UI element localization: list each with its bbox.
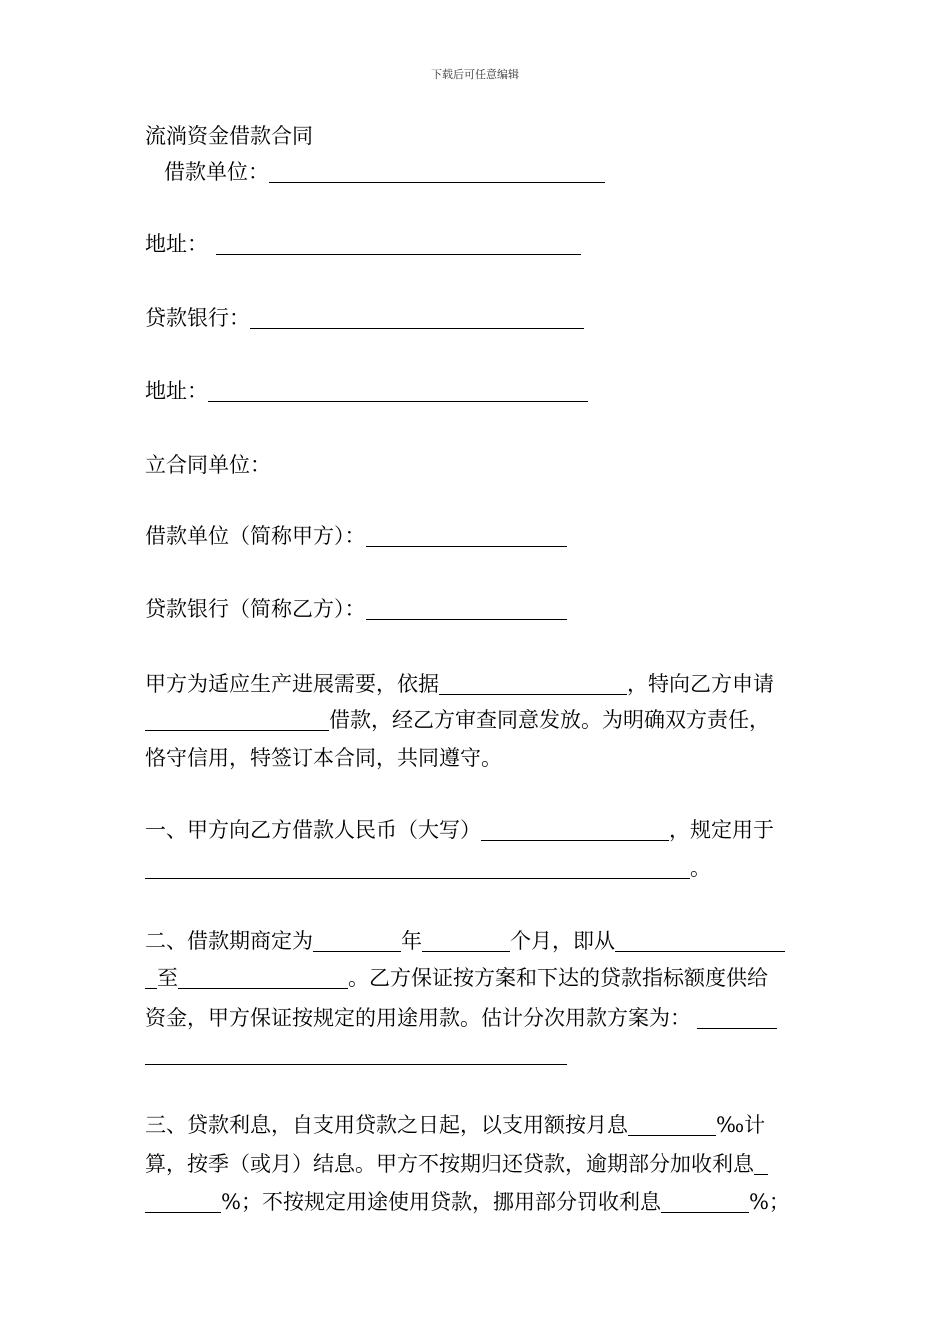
document-title: 流淌资金借款合同 xyxy=(145,124,313,148)
address2-blank xyxy=(208,381,588,402)
penalty-rate-blank xyxy=(661,1192,749,1213)
overdue-rate-blank xyxy=(754,1154,768,1175)
address1-blank xyxy=(216,234,581,255)
section2-text-3: 资金，甲方保证按规定的用途用款。估计分次用款方案为： xyxy=(145,1006,691,1030)
party-b-line xyxy=(145,595,567,623)
borrower-unit-label: 借款单位： xyxy=(164,160,269,184)
monthly-rate-blank xyxy=(628,1115,716,1136)
section2-line-1 xyxy=(145,927,785,955)
party-a-blank xyxy=(366,526,567,547)
party-a-line xyxy=(145,522,567,550)
section2-text-2a: 至 xyxy=(157,966,178,990)
intro-text-1b: ，特向乙方申请 xyxy=(627,672,774,696)
borrower-unit-line xyxy=(164,158,605,186)
section1-line-2 xyxy=(145,854,711,882)
section1-text-2: 。 xyxy=(690,856,711,880)
address1-line xyxy=(145,230,581,258)
intro-line-3: 恪守信用，特签订本合同，共同遵守。 xyxy=(145,746,502,770)
section2-text-1b: 年 xyxy=(401,929,422,953)
from-date-blank xyxy=(615,931,785,952)
lender-bank-label: 贷款银行： xyxy=(145,306,250,330)
section3-text-2: 算，按季（或月）结息。甲方不按期归还贷款，逾期部分加收利息 xyxy=(145,1152,754,1176)
intro-basis-blank xyxy=(439,674,627,695)
section1-text-1a: 一、甲方向乙方借款人民币（大写） xyxy=(145,818,481,842)
plan-blank xyxy=(697,1008,777,1029)
section3-line-2 xyxy=(145,1150,768,1178)
section3-text-1a: 三、贷款利息，自支用贷款之日起，以支用额按月息 xyxy=(145,1113,628,1137)
from-date-blank-cont xyxy=(145,968,157,989)
overdue-rate-blank-cont xyxy=(145,1192,221,1213)
party-b-label: 贷款银行（简称乙方）： xyxy=(145,597,366,621)
borrower-unit-blank xyxy=(269,162,605,183)
section2-line-3 xyxy=(145,1004,777,1032)
page-header: 下载后可任意编辑 xyxy=(431,68,519,81)
plan-blank-cont xyxy=(145,1044,567,1065)
party-b-blank xyxy=(366,599,567,620)
section1-text-1b: ，规定用于 xyxy=(669,818,774,842)
to-date-blank xyxy=(178,968,348,989)
section2-text-1c: 个月，即从 xyxy=(510,929,615,953)
purpose-blank xyxy=(145,858,690,879)
months-blank xyxy=(422,931,510,952)
intro-line-2 xyxy=(145,706,770,734)
section3-line-1 xyxy=(145,1111,765,1139)
amount-blank xyxy=(481,820,669,841)
parties-label: 立合同单位： xyxy=(145,453,271,477)
address1-label: 地址： xyxy=(145,232,208,256)
address2-line xyxy=(145,377,588,405)
address2-label: 地址： xyxy=(145,379,208,403)
section2-text-1a: 二、借款期商定为 xyxy=(145,929,313,953)
section3-line-3 xyxy=(145,1188,790,1216)
section3-text-3a: %；不按规定用途使用贷款，挪用部分罚收利息 xyxy=(221,1190,661,1214)
intro-line-1 xyxy=(145,670,774,698)
intro-text-2: 借款，经乙方审查同意发放。为明确双方责任， xyxy=(329,708,770,732)
lender-bank-line xyxy=(145,304,584,332)
section1-line-1 xyxy=(145,816,774,844)
section2-text-2b: 。乙方保证按方案和下达的贷款指标额度供给 xyxy=(348,966,768,990)
party-a-label: 借款单位（简称甲方）： xyxy=(145,524,366,548)
intro-loan-type-blank xyxy=(145,710,329,731)
years-blank xyxy=(313,931,401,952)
lender-bank-blank xyxy=(250,308,584,329)
section2-line-4 xyxy=(145,1040,567,1068)
intro-text-1a: 甲方为适应生产进展需要，依据 xyxy=(145,672,439,696)
section3-text-3b: %； xyxy=(748,1190,790,1214)
section3-text-1b: ‰计 xyxy=(716,1113,766,1137)
section2-line-2 xyxy=(145,964,768,992)
